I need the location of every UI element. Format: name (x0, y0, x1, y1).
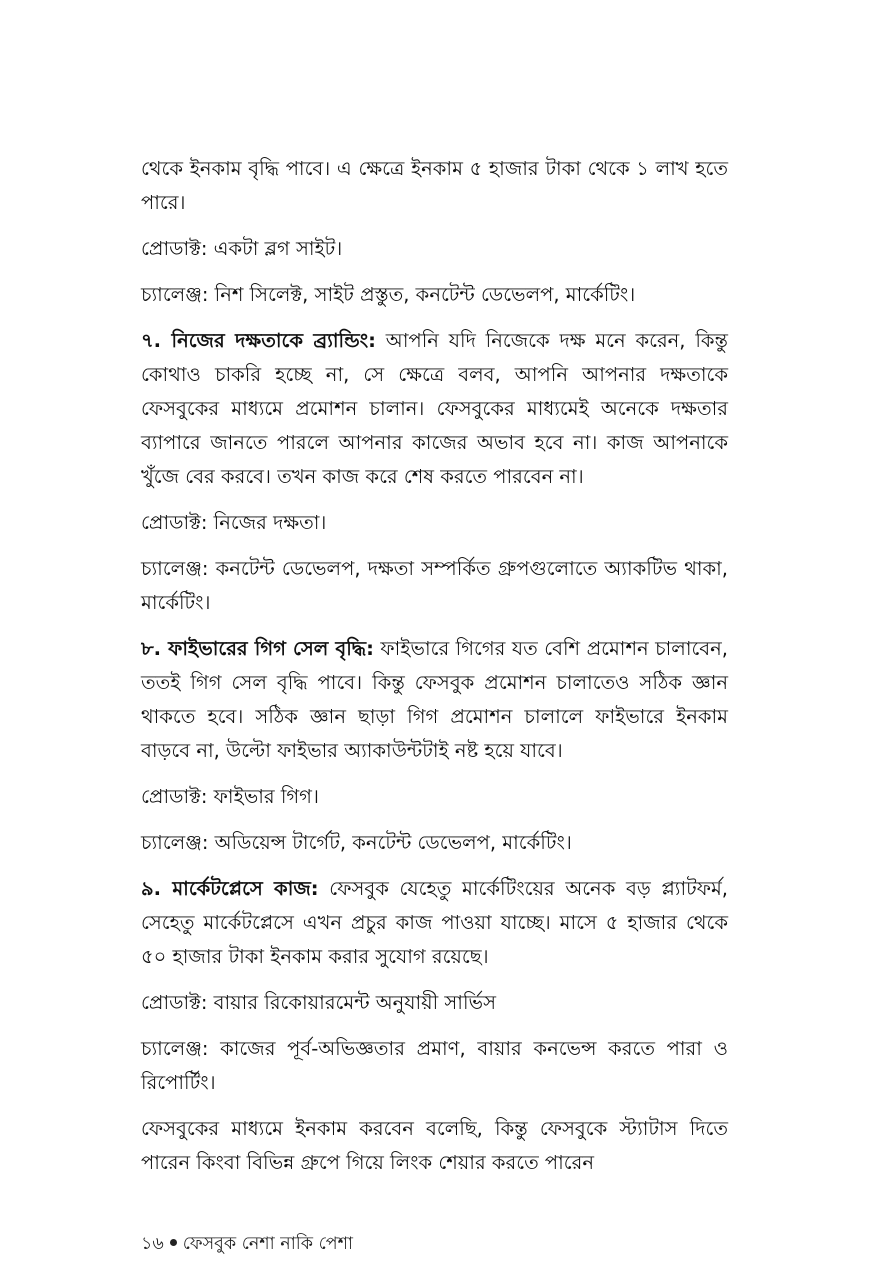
product-line-marketplace: প্রোডাক্ট: বায়ার রিকোয়ারমেন্ট অনুযায়ী সার্ভিস (141, 991, 496, 1014)
paragraph-income-growth: থেকে ইনকাম বৃদ্ধি পাবে। এ ক্ষেত্রে ইনকাম ৫ হাজার টাকা থেকে ১ লাখ হতে পারে। (141, 157, 728, 214)
bullet-dot-icon (170, 1239, 177, 1246)
product-line-fiverr: প্রোডাক্ট: ফাইভার গিগ। (141, 785, 319, 808)
section-7-skill-branding: ৭. নিজের দক্ষতাকে ব্র্যান্ডিং: আপনি যদি নিজেকে দক্ষ মনে করেন, কিন্তু কোথাও চাকরি হচ্ছে না, সে ক্ষেত্রে বলব, আপনি আপনার দক্ষতাকে ফেসবুকের মাধ্যমে প্রমোশন চালান। ফেসবুকের মাধ্যমেই অনেকে দক্ষতার ব্যাপারে জানতে পারলে আপনার কাজের অভাব হবে না। কাজ আপনাকে খুঁজে বের করবে। তখন কাজ করে শেষ করতে পারবেন না। (141, 329, 728, 488)
challenge-line-blog: চ্যালেঞ্জ: নিশ সিলেক্ট, সাইট প্রস্তুত, কনটেন্ট ডেভেলপ, মার্কেটিং। (141, 283, 636, 306)
product-line-blog: প্রোডাক্ট: একটা ব্লগ সাইট। (141, 237, 343, 260)
section-8-heading: ৮. ফাইভারের গিগ সেল বৃদ্ধি: (141, 637, 374, 660)
section-8-fiverr-gig: ৮. ফাইভারের গিগ সেল বৃদ্ধি: ফাইভারে গিগের যত বেশি প্রমোশন চালাবেন, ততই গিগ সেল বৃদ্ধি পাবে। কিন্তু ফেসবুক প্রমোশন চালাতেও সঠিক জ্ঞান থাকতে হবে। সঠিক জ্ঞান ছাড়া গিগ প্রমোশন চালালে ফাইভারে ইনকাম বাড়বে না, উল্টো ফাইভার অ্যাকাউন্টটাই নষ্ট হয়ে যাবে। (141, 637, 728, 762)
page-number: ১৬ (141, 1234, 164, 1254)
book-title: ফেসবুক নেশা নাকি পেশা (182, 1234, 354, 1254)
challenge-line-skill: চ্যালেঞ্জ: কনটেন্ট ডেভেলপ, দক্ষতা সম্পর্কিত গ্রুপগুলোতে অ্যাকটিভ থাকা, মার্কেটিং। (141, 557, 728, 614)
page-footer (141, 1232, 353, 1256)
paragraph-closing: ফেসবুকের মাধ্যমে ইনকাম করবেন বলেছি, কিন্তু ফেসবুকে স্ট্যাটাস দিতে পারেন কিংবা বিভিন্ন গ্রুপে গিয়ে লিংক শেয়ার করতে পারেন (141, 1117, 728, 1174)
product-line-skill: প্রোডাক্ট: নিজের দক্ষতা। (141, 511, 327, 534)
section-7-heading: ৭. নিজের দক্ষতাকে ব্র্যান্ডিং: (141, 329, 376, 352)
section-9-marketplace: ৯. মার্কেটপ্লেসে কাজ: ফেসবুক যেহেতু মার্কেটিংয়ের অনেক বড় প্ল্যাটফর্ম, সেহেতু মার্কেটপ্লেসে এখন প্রচুর কাজ পাওয়া যাচ্ছে। মাসে ৫ হাজার থেকে ৫০ হাজার টাকা ইনকাম করার সুযোগ রয়েছে। (141, 877, 729, 968)
challenge-line-marketplace: চ্যালেঞ্জ: কাজের পূর্ব-অভিজ্ঞতার প্রমাণ, বায়ার কনভেন্স করতে পারা ও রিপোর্টিং। (141, 1037, 728, 1094)
section-9-heading: ৯. মার্কেটপ্লেসে কাজ: (141, 877, 319, 900)
challenge-line-fiverr: চ্যালেঞ্জ: অডিয়েন্স টার্গেট, কনটেন্ট ডেভেলপ, মার্কেটিং। (141, 831, 572, 854)
page-body (141, 152, 728, 1180)
